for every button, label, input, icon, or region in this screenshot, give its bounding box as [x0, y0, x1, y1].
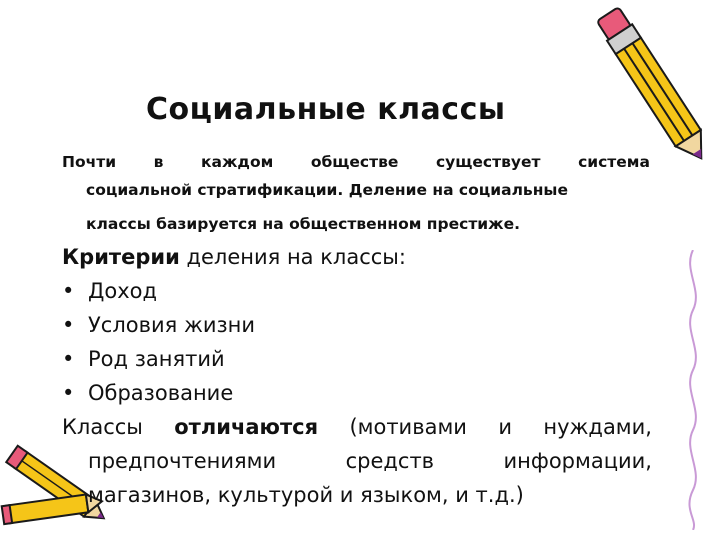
intro-paragraph: [62, 148, 650, 238]
list-item: [62, 376, 652, 410]
intro-word: Почти: [62, 153, 117, 171]
differences-paragraph: [62, 410, 652, 512]
intro-word: обществе: [310, 153, 399, 171]
list-item-text: Образование: [88, 381, 234, 405]
intro-word: каждом: [201, 153, 274, 171]
intro-line-1: [62, 148, 650, 176]
bullet-icon: •: [62, 347, 75, 371]
slide-title: Социальные классы: [146, 92, 506, 127]
criteria-heading: [62, 240, 652, 274]
diff-word: и: [498, 415, 512, 439]
list-item: [62, 342, 652, 376]
list-item-text: Условия жизни: [88, 313, 256, 337]
criteria-heading-strong: Критерии: [62, 245, 180, 269]
intro-line-3: классы базируется на общественном престиже.: [86, 215, 520, 233]
diff-word-strong: отличаются: [174, 415, 319, 439]
diff-word: нуждами,: [543, 415, 652, 439]
diff-word: (мотивами: [349, 415, 467, 439]
list-item: [62, 308, 652, 342]
bullet-icon: •: [62, 381, 75, 405]
diff-word: Классы: [62, 415, 143, 439]
differences-line-1: [62, 410, 652, 444]
list-item: [62, 274, 652, 308]
criteria-block: [62, 240, 652, 512]
diff-word: информации,: [503, 449, 652, 473]
bullet-icon: •: [62, 279, 75, 303]
intro-line-2: социальной стратификации. Деление на социальные: [86, 181, 568, 199]
list-item-text: Доход: [88, 279, 158, 303]
wavy-line-decoration: [678, 250, 708, 530]
criteria-heading-rest: деления на классы:: [179, 245, 406, 269]
bullet-icon: •: [62, 313, 75, 337]
intro-word: в: [153, 153, 164, 171]
differences-line-3: магазинов, культурой и языком, и т.д.): [88, 483, 524, 507]
intro-word: существует: [435, 153, 541, 171]
diff-word: предпочтениями: [88, 449, 277, 473]
list-item-text: Род занятий: [88, 347, 225, 371]
diff-word: средств: [345, 449, 435, 473]
differences-line-2: [62, 444, 652, 478]
intro-word: система: [578, 153, 650, 171]
